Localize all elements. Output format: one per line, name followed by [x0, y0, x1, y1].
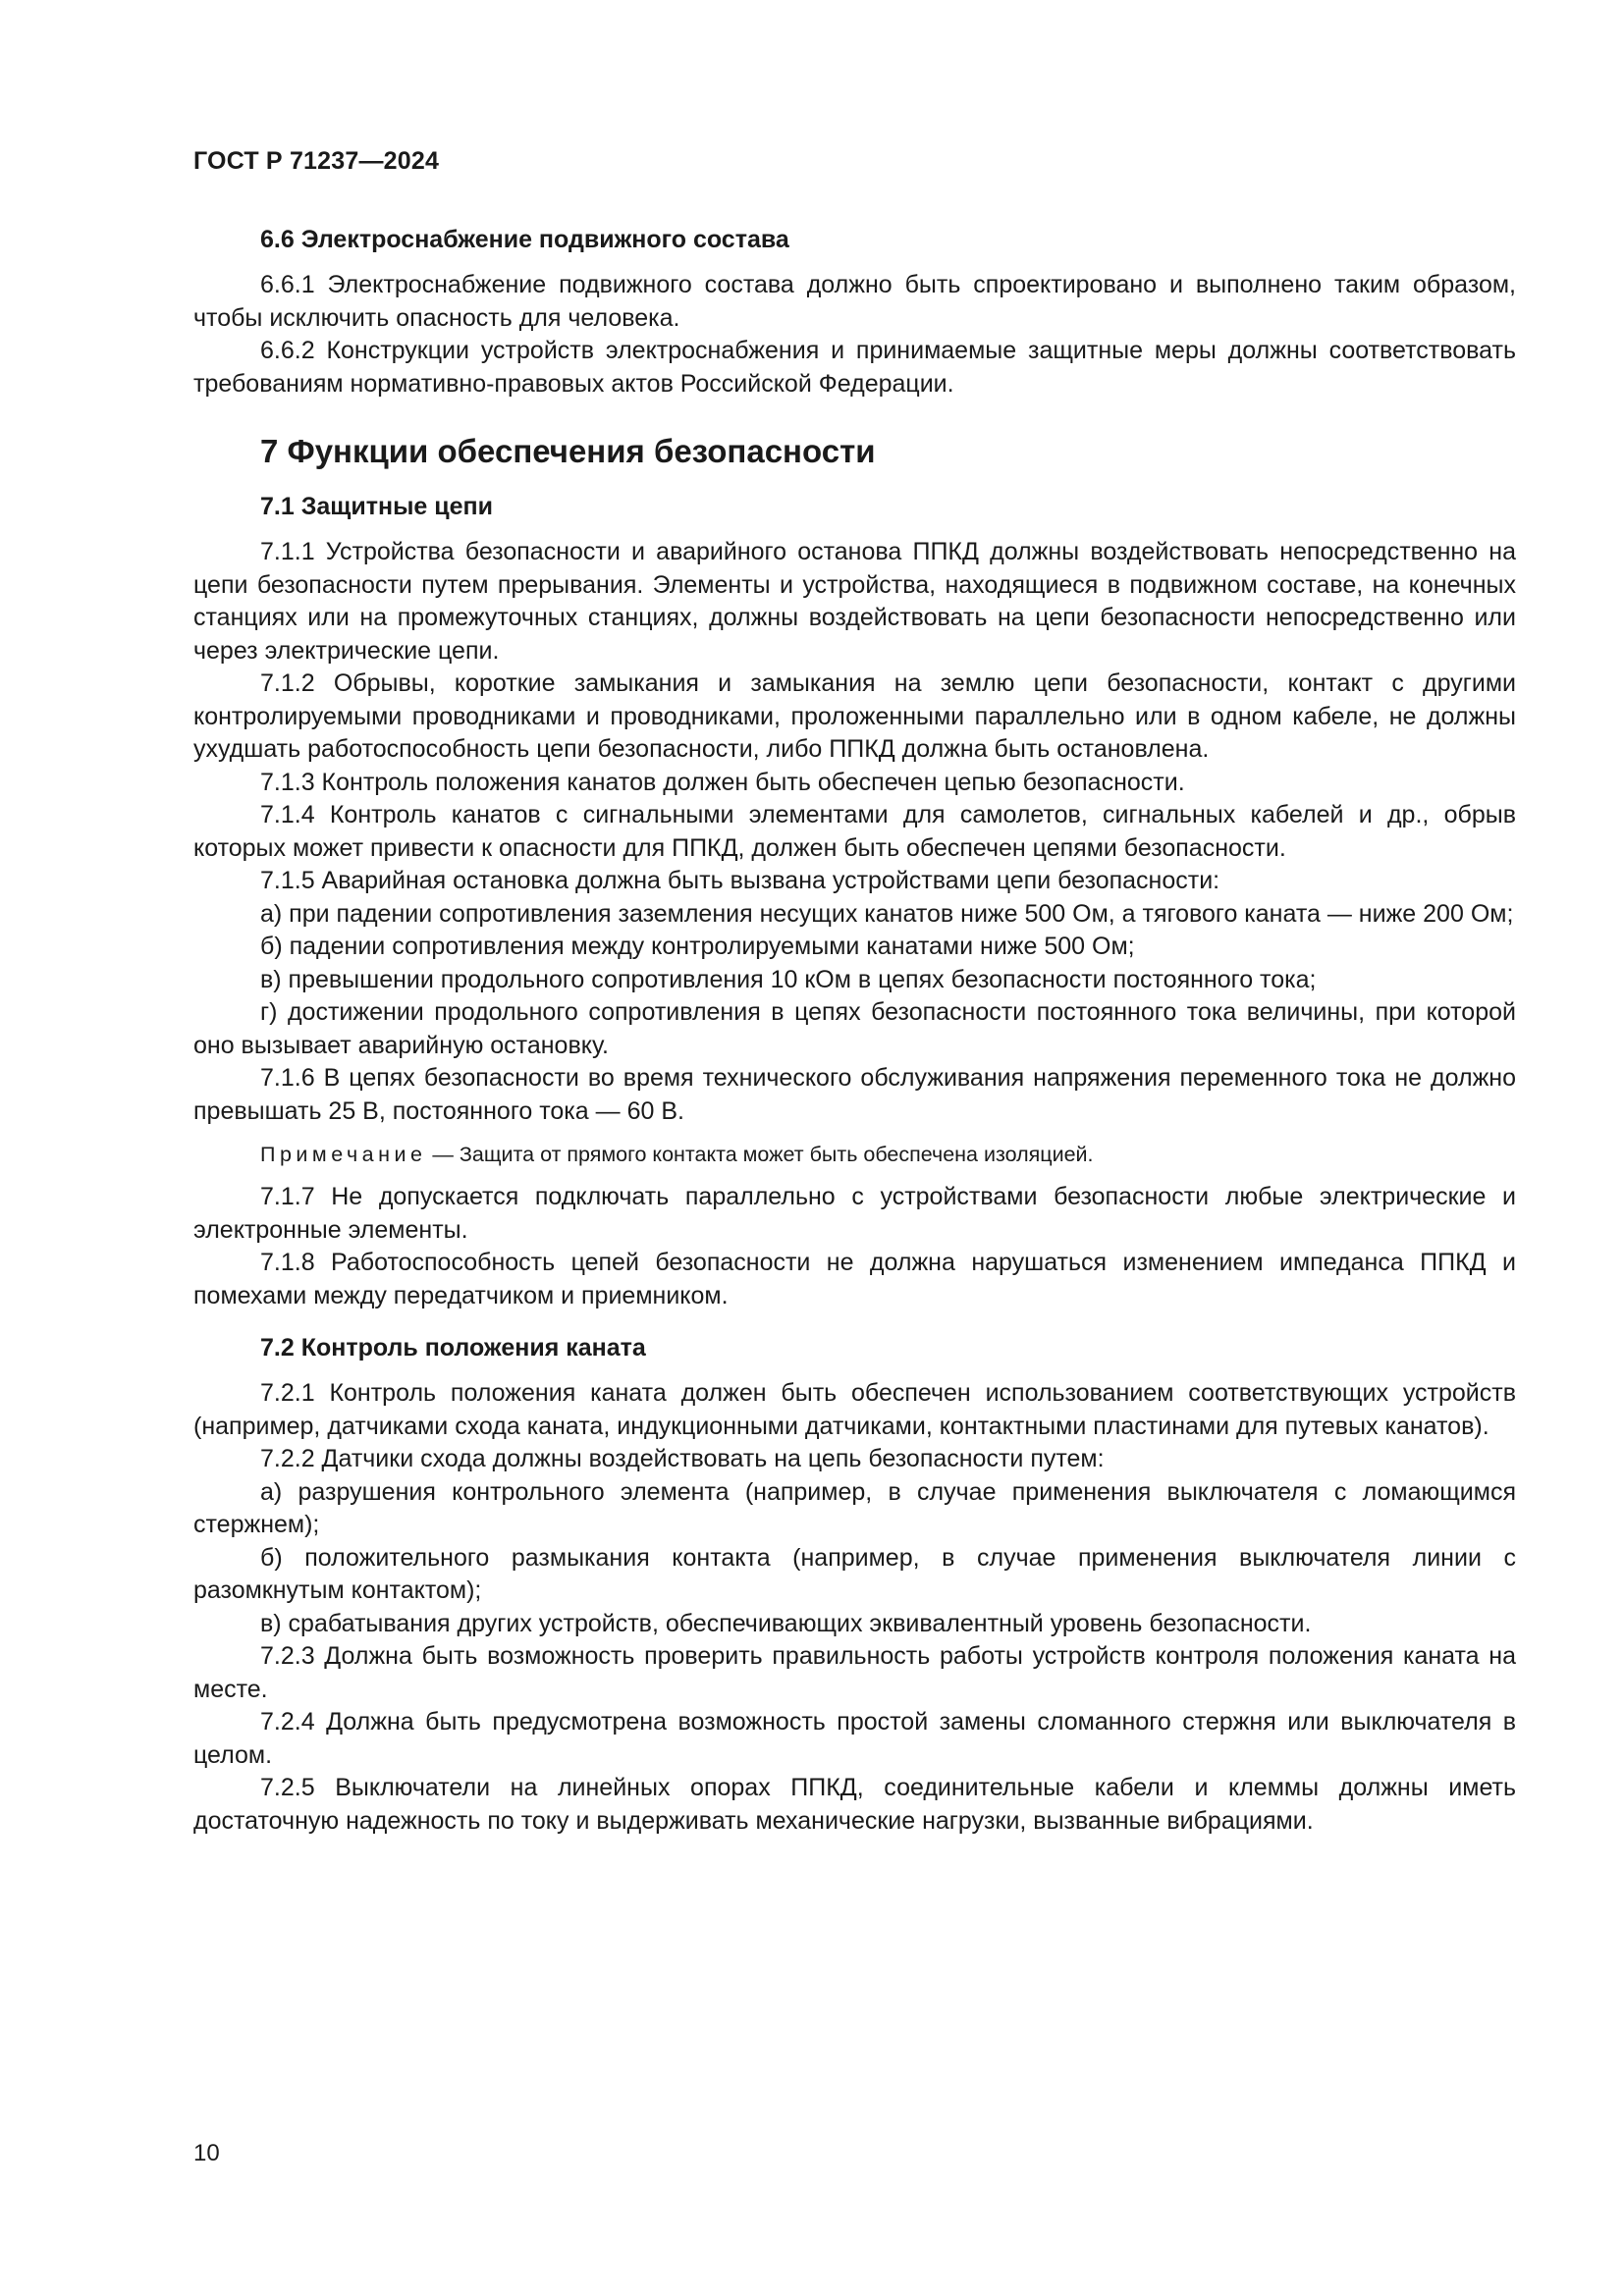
list-item-7-1-5-b: б) падении сопротивления между контролируемыми канатами ниже 500 Ом; — [260, 933, 1135, 960]
document-body — [193, 224, 1516, 1838]
section-6-6-heading: 6.6 Электроснабжение подвижного состава — [260, 226, 789, 253]
section-7-1-heading: 7.1 Защитные цепи — [260, 493, 494, 520]
page-number: 10 — [193, 2140, 220, 2166]
section-7-heading: 7 Функции обеспечения безопасности — [260, 433, 876, 469]
paragraph-7-1-1: 7.1.1 Устройства безопасности и аварийного останова ППКД должны воздействовать непосредственно на цепи безопасности путем прерывания. Элементы и устройства, находящиеся в подвижном составе, на конечных станциях или на промежуточных станциях, должны воздействовать на цепи безопасности непосредственно или через электрические цепи. — [193, 538, 1516, 665]
note-label: Примечание — [260, 1143, 427, 1166]
section-7-2-heading: 7.2 Контроль положения каната — [260, 1334, 646, 1362]
list-item-7-2-2-b: б) положительного размыкания контакта (например, в случае применения выключателя линии с разомкнутым контактом); — [193, 1543, 1516, 1604]
paragraph-7-1-8: 7.1.8 Работоспособность цепей безопасности не должна нарушаться изменением импеданса ППКД и помехами между передатчиком и приемником. — [193, 1249, 1516, 1309]
list-item-7-1-5-c: в) превышении продольного сопротивления 10 кОм в цепях безопасности постоянного тока; — [260, 965, 1317, 993]
paragraph-7-1-7: 7.1.7 Не допускается подключать параллельно с устройствами безопасности любые электрические и электронные элементы. — [193, 1183, 1516, 1244]
paragraph-7-1-6: 7.1.6 В цепях безопасности во время технического обслуживания напряжения переменного тока не должно превышать 25 В, постоянного тока — 60 В. — [193, 1064, 1516, 1125]
paragraph-7-2-2: 7.2.2 Датчики схода должны воздействовать на цепь безопасности путем: — [260, 1445, 1105, 1472]
paragraph-7-2-3: 7.2.3 Должна быть возможность проверить правильность работы устройств контроля положения каната на месте. — [193, 1642, 1516, 1703]
list-item-7-2-2-c: в) срабатывания других устройств, обеспечивающих эквивалентный уровень безопасности. — [260, 1609, 1312, 1637]
paragraph-6-6-1: 6.6.1 Электроснабжение подвижного состава должно быть спроектировано и выполнено таким образом, чтобы исключить опасность для человека. — [193, 271, 1516, 332]
note-text: — Защита от прямого контакта может быть обеспечена изоляцией. — [426, 1143, 1094, 1166]
paragraph-7-2-4: 7.2.4 Должна быть предусмотрена возможность простой замены сломанного стержня или выключателя в целом. — [193, 1708, 1516, 1769]
paragraph-7-2-1: 7.2.1 Контроль положения каната должен быть обеспечен использованием соответствующих устройств (например, датчиками схода каната, индукционными датчиками, контактными пластинами для путевых канатов). — [193, 1379, 1516, 1440]
document-header: ГОСТ Р 71237—2024 — [193, 147, 440, 175]
note — [193, 1140, 1516, 1169]
paragraph-7-1-5: 7.1.5 Аварийная остановка должна быть вызвана устройствами цепи безопасности: — [260, 867, 1220, 894]
paragraph-7-1-2: 7.1.2 Обрывы, короткие замыкания и замыкания на землю цепи безопасности, контакт с другими контролируемыми проводниками и проводниками, проложенными параллельно или в одном кабеле, не должны ухудшать работоспособность цепи безопасности, либо ППКД должна быть остановлена. — [193, 669, 1516, 763]
list-item-7-1-5-d: г) достижении продольного сопротивления в цепях безопасности постоянного тока величины, при которой оно вызывает аварийную остановку. — [193, 998, 1516, 1059]
paragraph-7-2-5: 7.2.5 Выключатели на линейных опорах ППКД, соединительные кабели и клеммы должны иметь достаточную надежность по току и выдерживать механические нагрузки, вызванные вибрациями. — [193, 1774, 1516, 1835]
paragraph-6-6-2: 6.6.2 Конструкции устройств электроснабжения и принимаемые защитные меры должны соответствовать требованиям нормативно-правовых актов Российской Федерации. — [193, 337, 1516, 398]
list-item-7-2-2-a: а) разрушения контрольного элемента (например, в случае применения выключателя с ломающимся стержнем); — [193, 1477, 1516, 1538]
paragraph-7-1-3: 7.1.3 Контроль положения канатов должен быть обеспечен цепью безопасности. — [260, 768, 1185, 796]
list-item-7-1-5-a: а) при падении сопротивления заземления несущих канатов ниже 500 Ом, а тягового каната — ниже 200 Ом; — [260, 899, 1514, 928]
paragraph-7-1-4: 7.1.4 Контроль канатов с сигнальными элементами для самолетов, сигнальных кабелей и др., обрыв которых может привести к опасности для ППКД, должен быть обеспечен цепями безопасности. — [193, 801, 1516, 862]
